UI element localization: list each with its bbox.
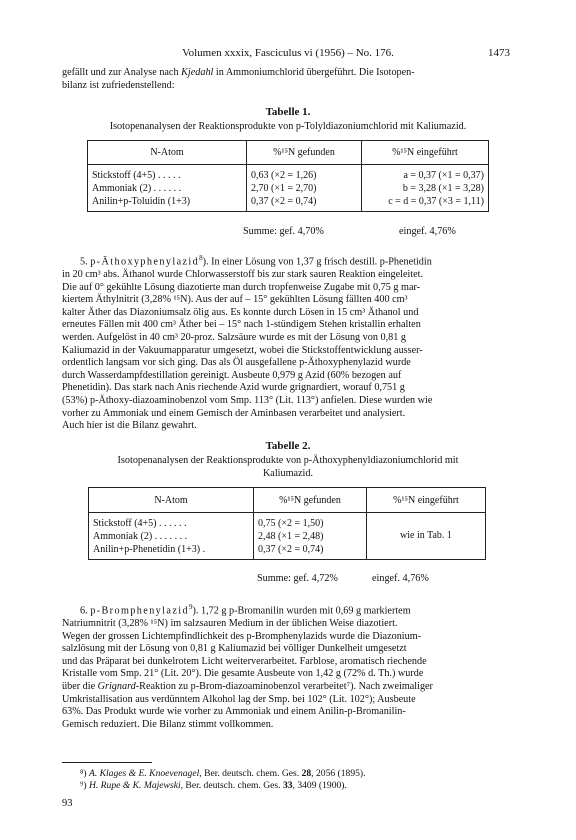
caption-line: Kaliumazid.	[262, 467, 314, 479]
footnote-mark: ⁸)	[80, 768, 87, 779]
section-number: 6.	[80, 605, 88, 617]
intro-text: bilanz ist zufriedenstellend:	[62, 79, 175, 91]
table-cell: Anilin+p-Phenetidin (1+3) .	[89, 543, 254, 559]
author-name: Kjedahl	[181, 67, 214, 78]
signature-mark: 93	[62, 798, 73, 809]
section-text: und das Präparat bei dunkelrotem Licht weiterverarbeitet. Farblose, aromatisch riechende	[62, 655, 427, 667]
table-cell: 0,37 (×2 = 0,74)	[254, 543, 367, 559]
page-number: 1473	[488, 47, 510, 59]
section-text: salzlösung mit der Lösung von 0,81 g Kaliumazid bei völliger Dunkelheit umgesetzt	[62, 643, 407, 655]
section-text: ). In einer Lösung von 1,37 g frisch destill. p-Phenetidin	[202, 256, 432, 268]
footnote-text: , Ber. deutsch. chem. Ges.	[180, 780, 283, 791]
footnote-ref: 9	[188, 603, 193, 611]
section-number: 5.	[80, 256, 88, 268]
section-text: vorher zu Ammoniak und einem Gemisch der Aminbasen verarbeitet und analysiert.	[62, 407, 406, 419]
compound-name: p-Bromphenylazid	[90, 605, 189, 617]
table1-header-found: %¹⁵N gefunden	[247, 141, 362, 165]
section-text: erneutes Fällen mit 400 cm³ Äther bei – 15° nach 1-stündigem Stehen kristallin erhalten	[62, 319, 421, 331]
journal-title: Volumen xxxix, Fasciculus vi (1956) – No. 176.	[182, 47, 394, 59]
footnote-rule	[62, 762, 152, 763]
section-text: Umkristallisation aus verdünntem Alkohol lag der Smp. bei 102° (Lit. 102°); Ausbeute	[62, 693, 416, 705]
section-text: -Reaktion zu p-Brom-diazoaminobenzol verarbeitet⁷). Nach zweimaliger	[135, 680, 433, 692]
table-cell: b = 3,28 (×1 = 3,28)	[402, 182, 484, 194]
section-text: (53%) p-Äthoxy-diazoaminobenzol vom Smp. 113° (Lit. 113°) anfielen. Diese wurden wie	[62, 394, 433, 406]
section-text: Kristalle vom Smp. 21° (Lit. 20°). Die gesamte Ausbeute von 1,42 g (72% d. Th.) wurde	[62, 668, 424, 680]
section-text: Wegen der grossen Lichtempfindlichkeit des p-Bromphenylazids wurde die Diazonium-	[62, 630, 422, 642]
table2-introduced-cell: wie in Tab. 1	[400, 530, 452, 542]
table1-header-introduced: %¹⁵N eingeführt	[362, 141, 489, 165]
table1-sum-found: Summe: gef. 4,70%	[243, 226, 324, 237]
compound-name: p-Äthoxyphenylazid	[90, 256, 200, 268]
section-text: Natriumnitrit (3,28% ¹⁵N) im salzsauren Medium in der üblichen Weise diazotiert.	[62, 617, 398, 629]
table2	[88, 487, 486, 560]
table1-title: Tabelle 1.	[265, 106, 311, 118]
table-cell: Ammoniak (2) . . . . . .	[88, 181, 247, 195]
section-text: Gemisch reduziert. Die Bilanz stimmt vollkommen.	[62, 718, 274, 730]
footnote-ref: 8	[199, 254, 203, 262]
intro-text: gefällt und zur Analyse nach	[62, 67, 182, 78]
section6-paragraph	[62, 601, 514, 731]
table1-sum-introduced: eingef. 4,76%	[399, 226, 456, 237]
section-text: Die auf 0° gekühlte Lösung diazotierte man durch tropfenweise Zugabe mit 0,75 g mar-	[62, 281, 421, 293]
section-text: 63%. Das Produkt wurde wie vorher zu Ammoniak und einem Anilin-p-Bromanilin-	[62, 706, 406, 718]
table-cell: c = d = 0,37 (×3 = 1,11)	[388, 195, 484, 207]
table-cell: Anilin+p-Toluidin (1+3)	[88, 195, 247, 211]
intro-paragraph	[62, 67, 514, 92]
table2-sum-introduced: eingef. 4,76%	[372, 573, 429, 584]
footnote-text: , 3409 (1900).	[292, 780, 347, 791]
section-text: ). 1,72 g p-Bromanilin wurden mit 0,69 g markiertem	[192, 605, 411, 617]
table-cell: Ammoniak (2) . . . . . . .	[89, 529, 254, 543]
section-text: kiertem Äthylnitrit (3,28% ¹⁵N). Aus der auf – 15° gekühlten Lösung fällten 400 cm³	[62, 294, 408, 306]
table-cell: 0,75 (×2 = 1,50)	[254, 513, 367, 530]
section-text: Phenetidin). Das stark nach Anis riechende Azid wurde grignardiert, worauf 0,751 g	[62, 382, 405, 394]
section-text: ordentlich langsam vor sich ging. Das als Öl ausgefallene p-Äthoxyphenylazid wurde	[62, 357, 411, 369]
footnote-volume: 33	[282, 780, 293, 791]
caption-line: Isotopenanalysen der Reaktionsprodukte von p-Äthoxyphenyldiazoniumchlorid mit	[117, 455, 459, 466]
section-text: über die	[62, 680, 98, 692]
table-cell: 0,37 (×2 = 0,74)	[247, 195, 362, 211]
table2-title: Tabelle 2.	[265, 440, 311, 452]
table-cell: 2,48 (×1 = 2,48)	[254, 529, 367, 543]
section-text: kalter Äther das Diazoniumsalz ölig aus. Es konnte durch Lösen in 15 cm³ Äthanol und	[62, 306, 419, 318]
section5-paragraph	[62, 252, 514, 433]
table-cell: 0,63 (×2 = 1,26)	[247, 165, 362, 182]
author-name: Grignard	[97, 680, 136, 692]
footnote-text: , Ber. deutsch. chem. Ges.	[199, 768, 302, 779]
table1-caption: Isotopenanalysen der Reaktionsprodukte von p-Tolyldiazoniumchlorid mit Kaliumazid.	[109, 121, 467, 132]
footnote-authors: H. Rupe & K. Majewski	[88, 780, 181, 791]
section-text: in 20 cm³ abs. Äthanol wurde Chlorwasserstoff bis zur stark sauren Reaktion eingeleitet.	[62, 268, 424, 280]
table1	[87, 140, 489, 212]
footnote	[80, 780, 520, 792]
table2-header-found: %¹⁵N gefunden	[254, 488, 367, 513]
table1-header-atom: N-Atom	[88, 141, 247, 165]
section-text: durch Wasserdampfdestillation gereinigt. Ausbeute 0,979 g Azid (60% bezogen auf	[62, 369, 402, 381]
table2-header-atom: N-Atom	[89, 488, 254, 513]
intro-text: in Ammoniumchlorid übergeführt. Die Isotopen-	[213, 67, 415, 78]
section-text: Kaliumazid in der Vakuumapparatur umgesetzt, wobei die Stickstoffentwicklung ausser-	[62, 344, 423, 356]
table2-header-introduced: %¹⁵N eingeführt	[367, 488, 486, 513]
footnote-text: , 2056 (1895).	[311, 768, 366, 779]
footnote-volume: 28	[301, 768, 312, 779]
footnote	[80, 768, 520, 780]
table2-caption	[40, 455, 536, 480]
footnote-authors: A. Klages & E. Knoevenagel	[88, 768, 200, 779]
table-cell: Stickstoff (4+5) . . . . . .	[89, 513, 254, 530]
table-cell: 2,70 (×1 = 2,70)	[247, 181, 362, 195]
section-text: Auch hier ist die Bilanz gewahrt.	[62, 420, 197, 432]
table2-sum-found: Summe: gef. 4,72%	[257, 573, 338, 584]
section-text: werden. Aufgelöst in 40 cm³ 20-proz. Salzsäure wurde es mit der Lösung von 0,81 g	[62, 331, 406, 343]
table-cell: a = 0,37 (×1 = 0,37)	[403, 170, 484, 181]
footnotes	[80, 768, 520, 792]
footnote-mark: ⁹)	[80, 780, 87, 791]
table-cell: Stickstoff (4+5) . . . . .	[88, 165, 247, 182]
